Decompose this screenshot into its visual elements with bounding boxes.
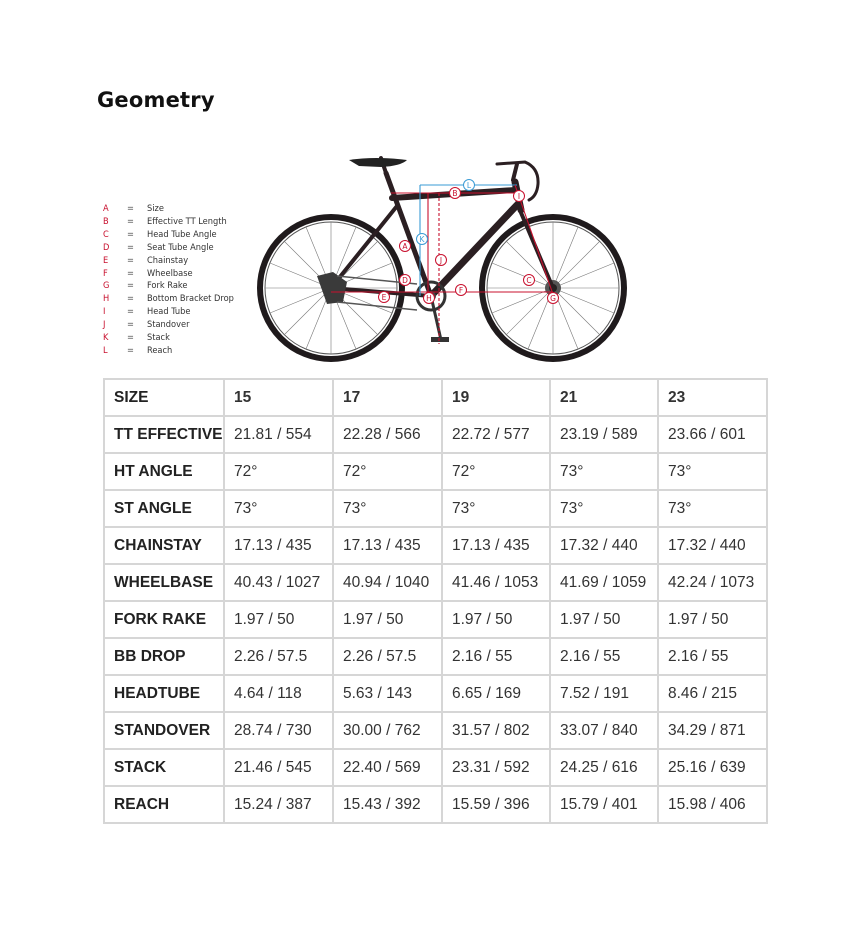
table-cell: 2.16 / 55	[442, 638, 550, 675]
marker-f	[456, 285, 467, 296]
table-cell: 1.97 / 50	[658, 601, 767, 638]
table-cell: 22.28 / 566	[333, 416, 442, 453]
legend-separator: =	[127, 293, 134, 305]
table-row	[104, 749, 767, 786]
marker-k	[417, 234, 428, 245]
legend-item	[103, 345, 234, 358]
legend-separator: =	[127, 241, 134, 253]
table-row	[104, 564, 767, 601]
table-cell: 23.31 / 592	[442, 749, 550, 786]
legend-letter: D	[103, 241, 110, 253]
legend-item	[103, 280, 234, 293]
svg-text:G: G	[550, 294, 556, 303]
legend-label: Head Tube Angle	[147, 228, 217, 240]
row-label: HT ANGLE	[104, 453, 224, 490]
table-cell: 2.26 / 57.5	[224, 638, 333, 675]
table-cell: 15.24 / 387	[224, 786, 333, 823]
table-cell: 17.13 / 435	[224, 527, 333, 564]
table-cell: 73°	[442, 490, 550, 527]
legend-separator: =	[127, 280, 134, 292]
table-row	[104, 786, 767, 823]
legend-item	[103, 293, 234, 306]
legend-label: Size	[147, 203, 164, 214]
table-cell: 40.94 / 1040	[333, 564, 442, 601]
svg-text:I: I	[517, 192, 521, 201]
table-cell: 1.97 / 50	[442, 601, 550, 638]
legend-item	[103, 319, 234, 332]
table-row	[104, 453, 767, 490]
legend-label: Wheelbase	[147, 267, 193, 279]
marker-e	[379, 292, 390, 303]
table-cell: 2.16 / 55	[550, 638, 658, 675]
svg-text:E: E	[381, 293, 387, 302]
legend-label: Effective TT Length	[147, 215, 227, 227]
table-cell: 1.97 / 50	[224, 601, 333, 638]
row-label: TT EFFECTIVE	[104, 416, 224, 453]
drivetrain	[317, 272, 449, 342]
table-cell: 72°	[224, 453, 333, 490]
table-cell: 1.97 / 50	[550, 601, 658, 638]
table-cell: 15.43 / 392	[333, 786, 442, 823]
table-cell: 21.81 / 554	[224, 416, 333, 453]
legend-separator: =	[127, 344, 134, 356]
legend-separator: =	[127, 306, 134, 318]
table-cell: 17.32 / 440	[658, 527, 767, 564]
marker-b	[450, 188, 461, 199]
legend-item	[103, 255, 234, 268]
table-cell: 73°	[333, 490, 442, 527]
marker-j	[436, 255, 447, 266]
table-cell: 17.32 / 440	[550, 527, 658, 564]
row-label: ST ANGLE	[104, 490, 224, 527]
table-cell: 28.74 / 730	[224, 712, 333, 749]
table-cell: 2.16 / 55	[658, 638, 767, 675]
svg-text:A: A	[402, 242, 408, 251]
row-label: BB DROP	[104, 638, 224, 675]
table-cell: 1.97 / 50	[333, 601, 442, 638]
saddle	[349, 158, 407, 167]
legend-label: Bottom Bracket Drop	[147, 293, 234, 305]
legend-letter: E	[103, 254, 109, 266]
table-cell: 24.25 / 616	[550, 749, 658, 786]
legend-item	[103, 216, 234, 229]
svg-text:J: J	[439, 256, 443, 265]
table-row	[104, 527, 767, 564]
legend-separator: =	[127, 332, 134, 344]
row-label: STACK	[104, 749, 224, 786]
table-header-cell: 19	[442, 379, 550, 416]
legend-label: Stack	[147, 332, 170, 344]
table-cell: 73°	[550, 453, 658, 490]
legend-item	[103, 332, 234, 345]
svg-text:L: L	[466, 181, 472, 190]
table-cell: 4.64 / 118	[224, 675, 333, 712]
table-header-cell: 23	[658, 379, 767, 416]
marker-h	[424, 293, 435, 304]
table-cell: 41.69 / 1059	[550, 564, 658, 601]
table-cell: 17.13 / 435	[442, 527, 550, 564]
legend-label: Reach	[147, 344, 173, 356]
table-cell: 73°	[224, 490, 333, 527]
table-cell: 34.29 / 871	[658, 712, 767, 749]
legend-item	[103, 268, 234, 281]
table-cell: 21.46 / 545	[224, 749, 333, 786]
legend-separator: =	[127, 203, 134, 214]
row-label: WHEELBASE	[104, 564, 224, 601]
table-cell: 72°	[333, 453, 442, 490]
table-row	[104, 416, 767, 453]
table-cell: 31.57 / 802	[442, 712, 550, 749]
table-row	[104, 712, 767, 749]
table-row	[104, 490, 767, 527]
row-label: HEADTUBE	[104, 675, 224, 712]
geometry-legend	[103, 203, 234, 358]
legend-label: Seat Tube Angle	[147, 241, 214, 253]
legend-letter: F	[103, 267, 108, 279]
legend-letter: I	[103, 306, 106, 318]
table-cell: 30.00 / 762	[333, 712, 442, 749]
legend-item	[103, 242, 234, 255]
legend-label: Standover	[147, 319, 190, 331]
table-header-cell: 17	[333, 379, 442, 416]
table-cell: 15.98 / 406	[658, 786, 767, 823]
page-title: Geometry	[97, 88, 215, 112]
table-cell: 40.43 / 1027	[224, 564, 333, 601]
legend-letter: C	[103, 228, 109, 240]
table-row	[104, 675, 767, 712]
legend-letter: G	[103, 280, 110, 292]
legend-letter: B	[103, 215, 109, 227]
table-cell: 73°	[658, 490, 767, 527]
legend-separator: =	[127, 254, 134, 266]
table-cell: 25.16 / 639	[658, 749, 767, 786]
table-cell: 72°	[442, 453, 550, 490]
geometry-table	[103, 378, 768, 824]
svg-text:K: K	[419, 235, 425, 244]
table-cell: 33.07 / 840	[550, 712, 658, 749]
table-cell: 7.52 / 191	[550, 675, 658, 712]
table-cell: 5.63 / 143	[333, 675, 442, 712]
row-label: REACH	[104, 786, 224, 823]
legend-letter: A	[103, 203, 109, 214]
table-row	[104, 638, 767, 675]
svg-text:H: H	[426, 294, 432, 303]
svg-text:B: B	[452, 189, 458, 198]
table-cell: 23.19 / 589	[550, 416, 658, 453]
table-cell: 2.26 / 57.5	[333, 638, 442, 675]
marker-a	[400, 241, 411, 252]
table-cell: 15.79 / 401	[550, 786, 658, 823]
table-cell: 41.46 / 1053	[442, 564, 550, 601]
legend-label: Head Tube	[147, 306, 191, 318]
table-header-row	[104, 379, 767, 416]
marker-c	[524, 275, 535, 286]
marker-i	[514, 191, 525, 202]
svg-text:F: F	[458, 286, 464, 295]
table-cell: 6.65 / 169	[442, 675, 550, 712]
legend-item	[103, 306, 234, 319]
legend-item	[103, 203, 234, 216]
table-cell: 23.66 / 601	[658, 416, 767, 453]
row-label: STANDOVER	[104, 712, 224, 749]
legend-letter: L	[103, 344, 108, 356]
marker-l	[464, 180, 475, 191]
legend-label: Chainstay	[147, 254, 189, 266]
legend-letter: H	[103, 293, 110, 305]
table-cell: 22.72 / 577	[442, 416, 550, 453]
legend-separator: =	[127, 319, 134, 331]
legend-item	[103, 229, 234, 242]
legend-separator: =	[127, 228, 134, 240]
table-cell: 15.59 / 396	[442, 786, 550, 823]
bike-geometry-diagram	[255, 150, 635, 372]
marker-d	[400, 275, 411, 286]
table-cell: 73°	[658, 453, 767, 490]
legend-separator: =	[127, 215, 134, 227]
table-header-cell: SIZE	[104, 379, 224, 416]
legend-letter: J	[103, 319, 106, 331]
table-cell: 22.40 / 569	[333, 749, 442, 786]
table-cell: 42.24 / 1073	[658, 564, 767, 601]
legend-letter: K	[103, 332, 109, 344]
table-cell: 73°	[550, 490, 658, 527]
table-row	[104, 601, 767, 638]
row-label: CHAINSTAY	[104, 527, 224, 564]
row-label: FORK RAKE	[104, 601, 224, 638]
svg-text:C: C	[526, 276, 532, 285]
legend-label: Fork Rake	[147, 280, 188, 292]
table-header-cell: 15	[224, 379, 333, 416]
svg-text:D: D	[402, 276, 408, 285]
table-cell: 8.46 / 215	[658, 675, 767, 712]
table-header-cell: 21	[550, 379, 658, 416]
legend-separator: =	[127, 267, 134, 279]
marker-g	[548, 293, 559, 304]
table-cell: 17.13 / 435	[333, 527, 442, 564]
